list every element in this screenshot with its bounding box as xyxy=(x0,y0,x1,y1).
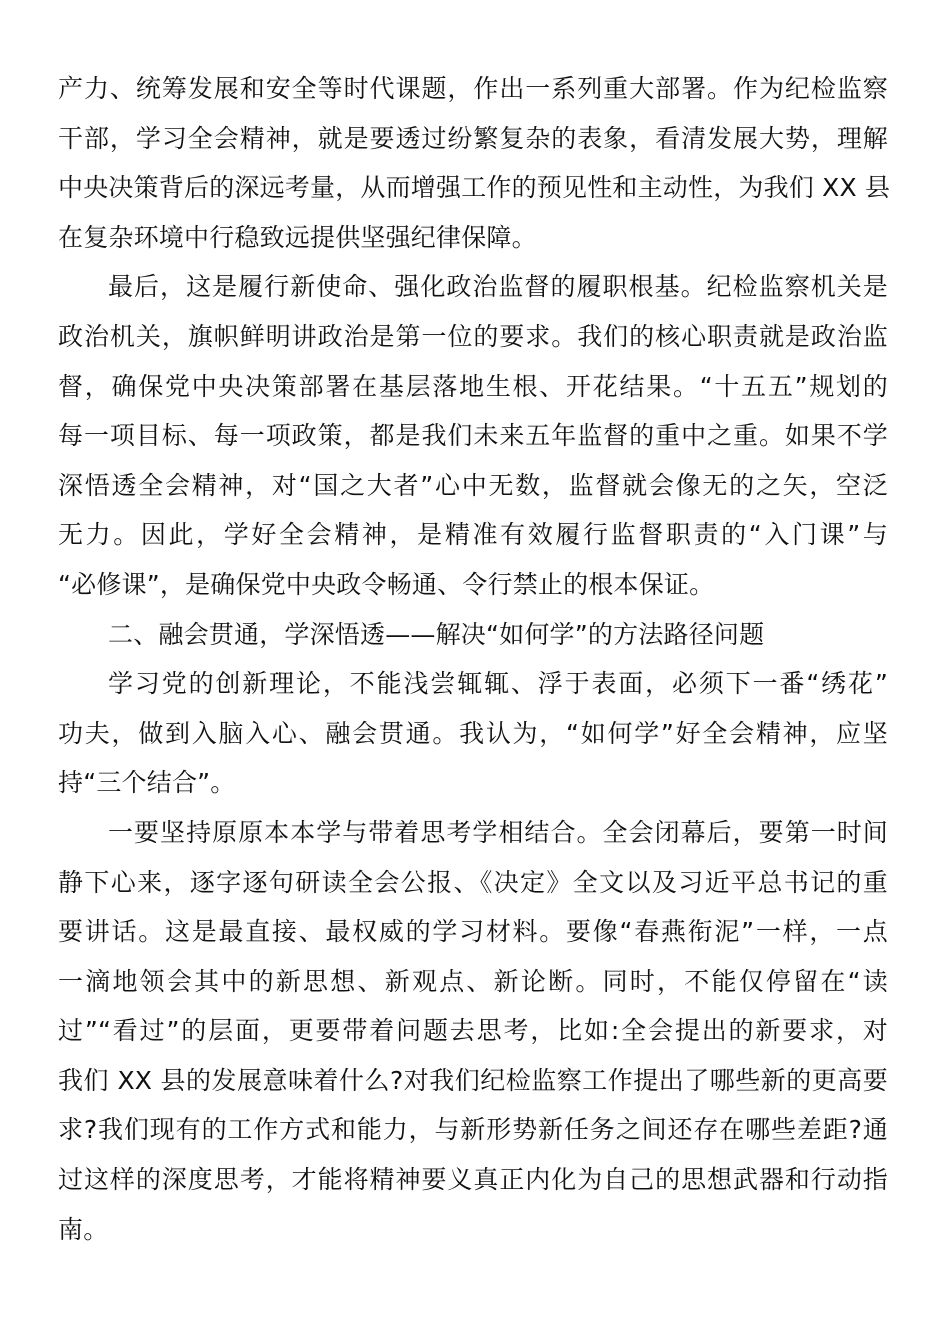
text-line: 过”“看过”的层面，更要带着问题去思考，比如:全会提出的新要求，对 xyxy=(58,1016,888,1046)
text-line: 学习党的创新理论，不能浅尝辄辄、浮于表面，必须下一番“绣花” xyxy=(108,669,888,699)
paragraph-p4 xyxy=(58,808,888,1254)
paragraph-p3 xyxy=(58,659,888,808)
text-line: 最后，这是履行新使命、强化政治监督的履职根基。纪检监察机关是 xyxy=(108,272,888,302)
section-heading xyxy=(58,610,888,660)
text-line: 无力。因此，学好全会精神，是精准有效履行监督职责的“入门课”与 xyxy=(58,520,888,550)
text-line: 过这样的深度思考，才能将精神要义真正内化为自己的思想武器和行动指 xyxy=(58,1165,888,1195)
text-line: 政治机关，旗帜鲜明讲政治是第一位的要求。我们的核心职责就是政治监 xyxy=(58,321,888,351)
paragraph-p2 xyxy=(58,262,888,609)
text-line: 持“三个结合”。 xyxy=(58,768,236,798)
paragraph-p1 xyxy=(58,64,891,262)
document-page xyxy=(58,64,891,1254)
text-line: 静下心来，逐字逐句研读全会公报、《决定》全文以及习近平总书记的重 xyxy=(58,867,888,897)
text-line: 每一项目标、每一项政策，都是我们未来五年监督的重中之重。如果不学 xyxy=(58,421,888,451)
heading-line: 二、融会贯通，学深悟透——解决“如何学”的方法路径问题 xyxy=(108,619,765,649)
text-line: 我们 XX 县的发展意味着什么?对我们纪检监察工作提出了哪些新的更高要 xyxy=(58,1065,888,1095)
text-line: 求?我们现有的工作方式和能力，与新形势新任务之间还存在哪些差距?通 xyxy=(58,1115,888,1145)
text-line: “必修课”，是确保党中央政令畅通、令行禁止的根本保证。 xyxy=(58,569,715,599)
text-line: 中央决策背后的深远考量，从而增强工作的预见性和主动性，为我们 XX 县 xyxy=(58,173,891,203)
text-line: 功夫，做到入脑入心、融会贯通。我认为，“如何学”好全会精神，应坚 xyxy=(58,718,888,748)
text-line: 一滴地领会其中的新思想、新观点、新论断。同时，不能仅停留在“读 xyxy=(58,966,888,996)
text-line: 在复杂环境中行稳致远提供坚强纪律保障。 xyxy=(58,222,537,252)
text-line: 要讲话。这是最直接、最权威的学习材料。要像“春燕衔泥”一样，一点 xyxy=(58,917,888,947)
text-line: 督，确保党中央决策部署在基层落地生根、开花结果。“十五五”规划的 xyxy=(58,371,888,401)
text-line: 干部，学习全会精神，就是要透过纷繁复杂的表象，看清发展大势，理解 xyxy=(58,123,888,153)
text-line: 产力、统筹发展和安全等时代课题，作出一系列重大部署。作为纪检监察 xyxy=(58,74,888,103)
text-line: 深悟透全会精神，对“国之大者”心中无数，监督就会像无的之矢，空泛 xyxy=(58,470,888,500)
text-line: 一要坚持原原本本学与带着思考学相结合。全会闭幕后，要第一时间 xyxy=(108,817,888,847)
text-line: 南。 xyxy=(58,1214,109,1244)
